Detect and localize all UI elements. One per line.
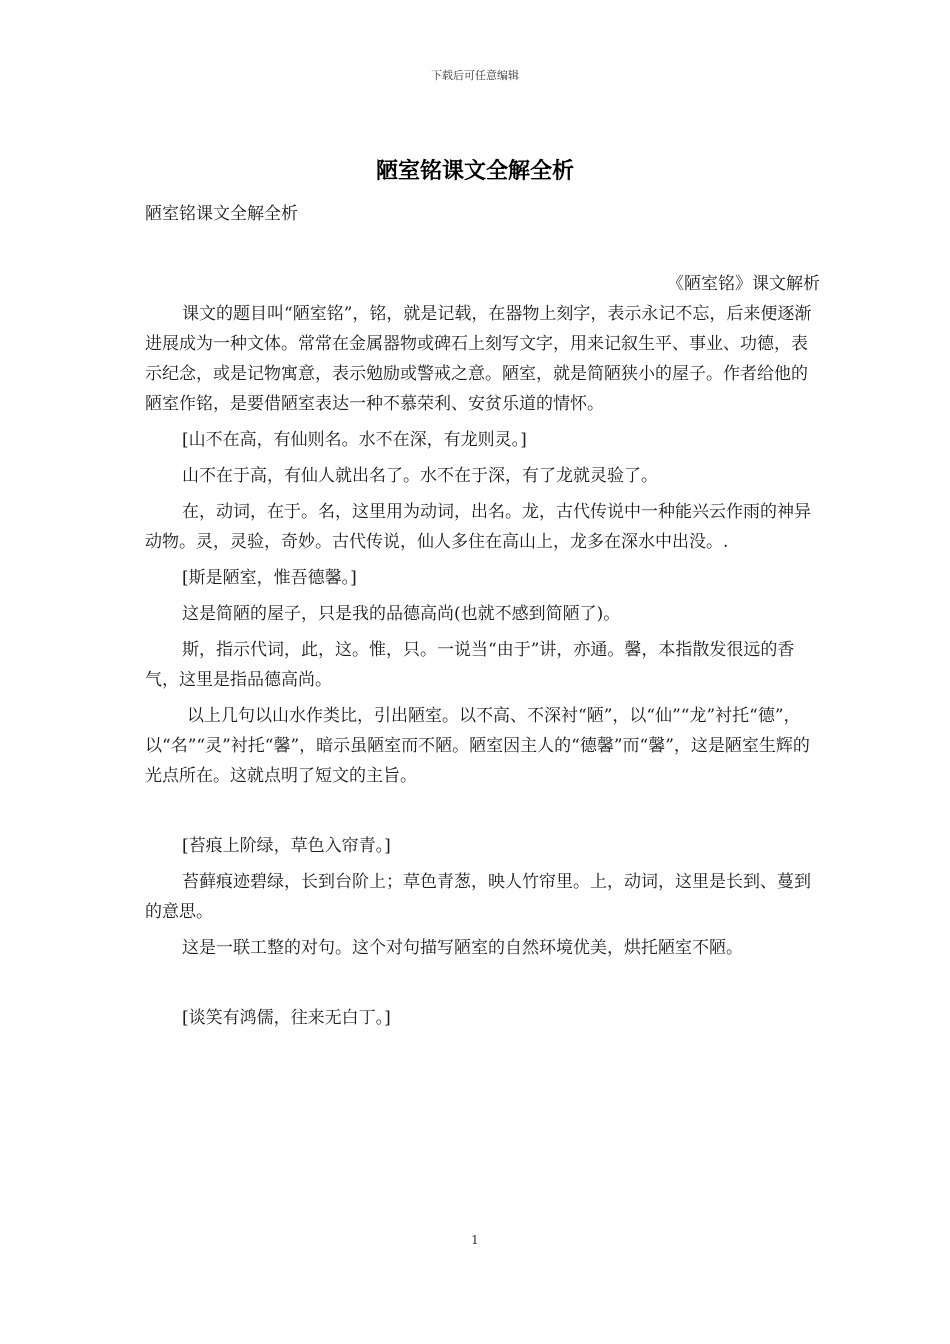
spacer — [145, 963, 820, 1003]
paragraph-quote: [谈笑有鸿儒，往来无白丁。] — [182, 1008, 391, 1028]
paragraph: 山不在于高，有仙人就出名了。水不在于深，有了龙就灵验了。 — [182, 466, 658, 486]
subheading: 陋室铭课文全解全析 — [145, 204, 298, 224]
document-title: 陋室铭课文全解全析 — [375, 159, 574, 184]
header-note: 下载后可任意编辑 — [431, 69, 519, 82]
paragraph-quote: [苔痕上阶绿，草色入帘青。] — [182, 836, 391, 856]
paragraph: 以上几句以山水作类比，引出陋室。以不高、不深衬“陋”，以“仙”“龙”衬托“德”，以“名”“灵”衬托“馨”，暗示虽陋室而不陋。陋室因主人的“德馨”而“馨”，这是陋室生辉的光点所在。这就点明了短文的主旨。 — [145, 706, 810, 786]
paragraph: 苔藓痕迹碧绿，长到台阶上；草色青葱，映人竹帘里。上，动词，这里是长到、蔓到的意思。 — [145, 872, 811, 922]
section-title: 《陋室铭》课文解析 — [667, 274, 820, 294]
paragraph-quote: [斯是陋室，惟吾德馨。] — [182, 568, 357, 588]
page-number: 1 — [471, 1233, 479, 1247]
spacer — [145, 791, 820, 831]
paragraph-quote: [山不在高，有仙则名。水不在深，有龙则灵。] — [182, 430, 527, 450]
spacer — [145, 229, 820, 269]
document-body — [145, 199, 820, 1033]
paragraph: 在，动词，在于。名，这里用为动词，出名。龙，古代传说中一种能兴云作雨的神异动物。灵，灵验，奇妙。古代传说，仙人多住在高山上，龙多在深水中出没。. — [145, 502, 811, 552]
paragraph: 这是一联工整的对句。这个对句描写陋室的自然环境优美，烘托陋室不陋。 — [182, 938, 743, 958]
paragraph: 这是简陋的屋子，只是我的品德高尚(也就不感到简陋了)。 — [182, 604, 621, 624]
paragraph: 斯，指示代词，此，这。惟，只。一说当“由于”讲，亦通。馨，本指散发很远的香气，这里是指品德高尚。 — [145, 640, 795, 690]
paragraph: 课文的题目叫“陋室铭”，铭，就是记载，在器物上刻字，表示永记不忘，后来便逐渐进展成为一种文体。常常在金属器物或碑石上刻写文字，用来记叙生平、事业、功德，表示纪念，或是记物寓意，表示勉励或警戒之意。陋室，就是简陋狭小的屋子。作者给他的陋室作铭，是要借陋室表达一种不慕荣利、安贫乐道的情怀。 — [145, 304, 812, 414]
